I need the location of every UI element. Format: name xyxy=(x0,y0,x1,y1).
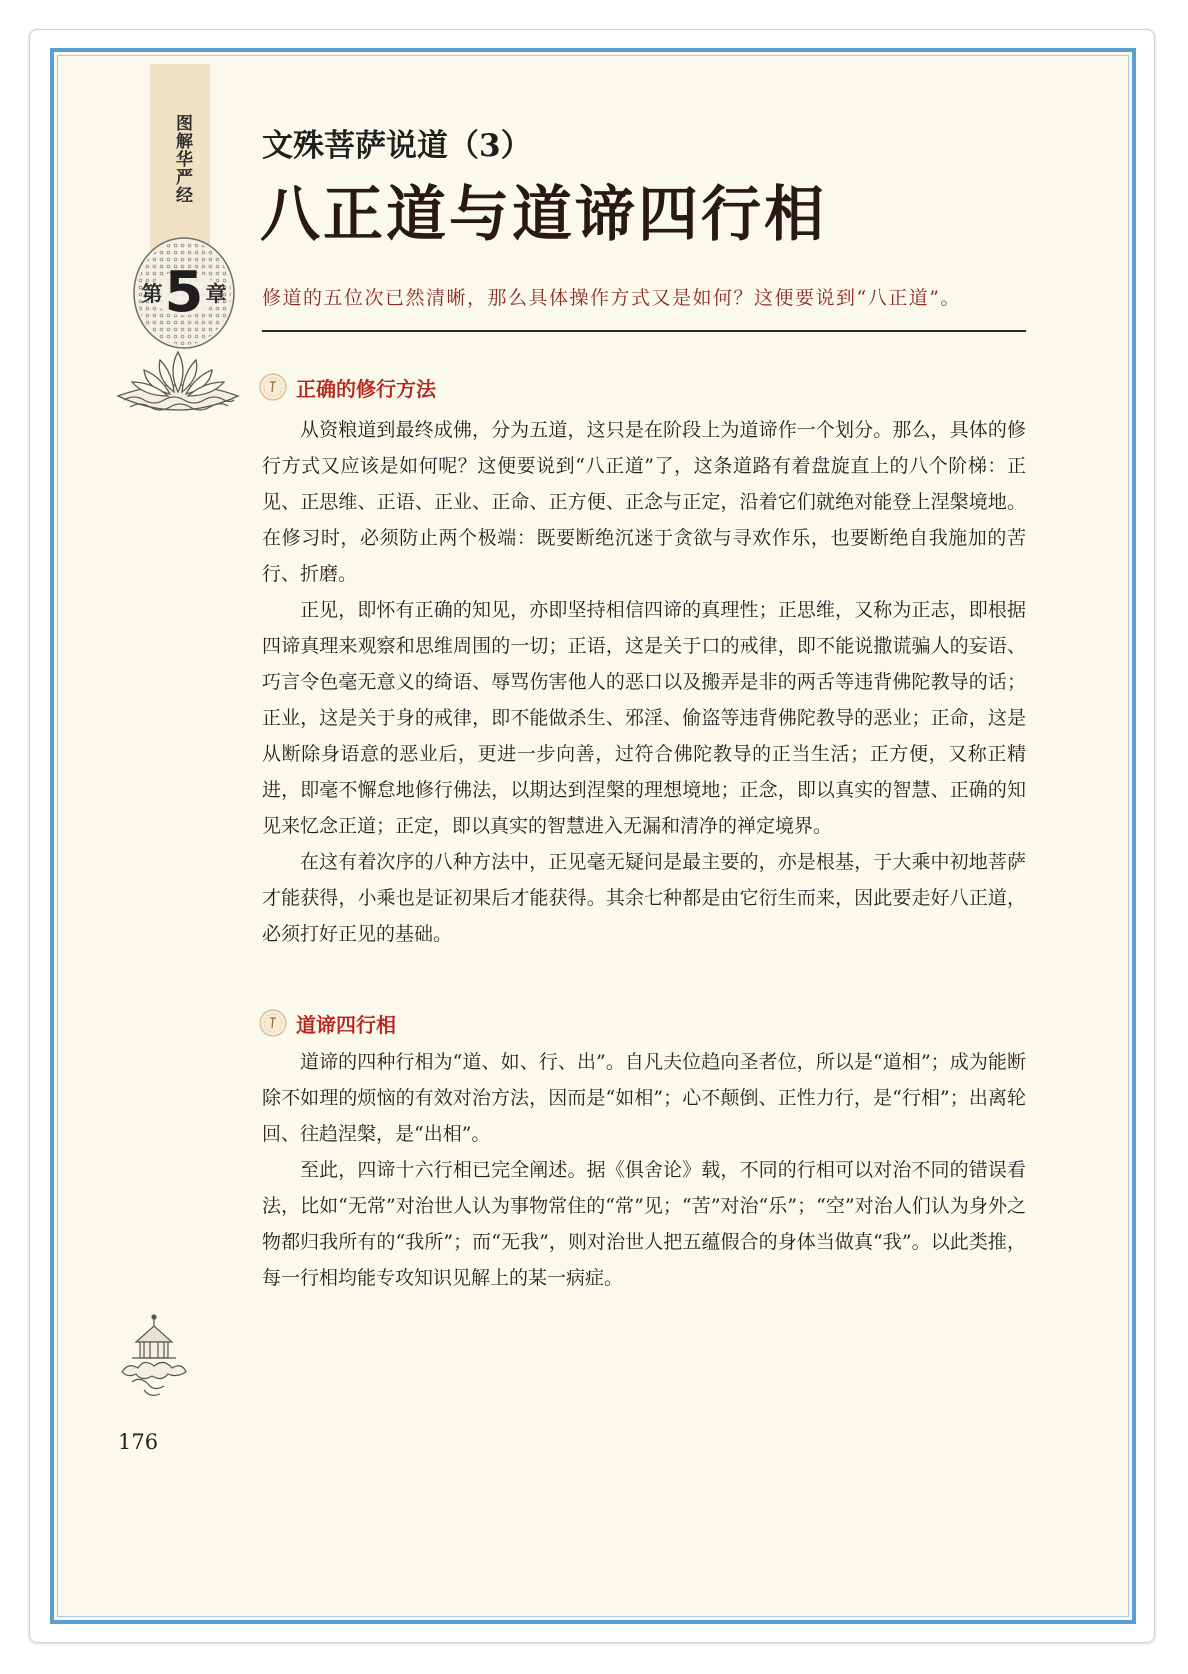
sub-heading-1 xyxy=(258,372,436,402)
section-title: 文殊菩萨说道（3） xyxy=(262,128,532,164)
paragraph: 在这有着次序的八种方法中，正见毫无疑问是最主要的，亦是根基，于大乘中初地菩萨才能获得，小乘也是证初果后才能获得。其余七种都是由它衍生而来，因此要走好八正道，必须打好正见的基础。 xyxy=(262,851,1026,945)
main-title: 八正道与道谛四行相 xyxy=(260,180,827,250)
paragraph: 至此，四谛十六行相已完全阐述。据《俱舍论》载，不同的行相可以对治不同的错误看法，比如“无常”对治世人认为事物常住的“常”见；“苦”对治“乐”；“空”对治人们认为身外之物都归我所有的“我所”；而“无我”，则对治世人把五蕴假合的身体当做真“我”。以此类推，每一行相均能专攻知识见解上的某一病症。 xyxy=(262,1159,1026,1289)
temple-cloud-icon xyxy=(114,1312,194,1402)
chapter-label xyxy=(130,260,238,325)
paragraph: 从资粮道到最终成佛，分为五道，这只是在阶段上为道谛作一个划分。那么，具体的修行方式又应该是如何呢？这便要说到“八正道”了，这条道路有着盘旋直上的八个阶梯：正见、正思维、正语、正业、正命、正方便、正念与正定，沿着它们就绝对能登上涅槃境地。在修习时，必须防止两个极端：既要断绝沉迷于贪欲与寻欢作乐，也要断绝自我施加的苦行、折磨。 xyxy=(262,419,1026,585)
seal-icon xyxy=(258,372,288,402)
chapter-badge xyxy=(130,235,238,351)
paragraph: 正见，即怀有正确的知见，亦即坚持相信四谛的真理性；正思维，又称为正志，即根据四谛真理来观察和思维周围的一切；正语，这是关于口的戒律，即不能说撒谎骗人的妄语、巧言令色毫无意义的绮语、辱骂伤害他人的恶口以及搬弄是非的两舌等违背佛陀教导的话；正业，这是关于身的戒律，即不能做杀生、邪淫、偷盗等违背佛陀教导的恶业；正命，这是从断除身语意的恶业后，更进一步向善，过符合佛陀教导的正当生活；正方便，又称正精进，即毫不懈怠地修行佛法，以期达到涅槃的理想境地；正念，即以真实的智慧、正确的知见来忆念正道；正定，即以真实的智慧进入无漏和清净的禅定境界。 xyxy=(262,599,1026,837)
section-1-body xyxy=(262,412,1026,952)
sub-heading-text: 正确的修行方法 xyxy=(296,376,436,401)
sub-heading-2 xyxy=(258,1008,396,1038)
book-page xyxy=(50,48,1136,1624)
sub-heading-text: 道谛四行相 xyxy=(296,1012,396,1037)
intro-text: 修道的五位次已然清晰，那么具体操作方式又是如何？这便要说到“八正道”。 xyxy=(262,287,961,309)
chapter-prefix: 第 xyxy=(141,282,163,306)
chapter-number: 5 xyxy=(164,260,204,325)
page-number: 176 xyxy=(118,1430,159,1454)
section-2-body xyxy=(262,1044,1026,1296)
book-title-vertical: 图解华严经 xyxy=(172,114,192,204)
paragraph: 道谛的四种行相为“道、如、行、出”。自凡夫位趋向圣者位，所以是“道相”；成为能断除不如理的烦恼的有效对治方法，因而是“如相”；心不颠倒、正性力行，是“行相”；出离轮回、往趋涅槃，是“出相”。 xyxy=(262,1051,1026,1145)
title-divider xyxy=(262,330,1026,332)
seal-icon xyxy=(258,1008,288,1038)
chapter-suffix: 章 xyxy=(205,282,227,306)
lotus-icon xyxy=(114,344,242,426)
